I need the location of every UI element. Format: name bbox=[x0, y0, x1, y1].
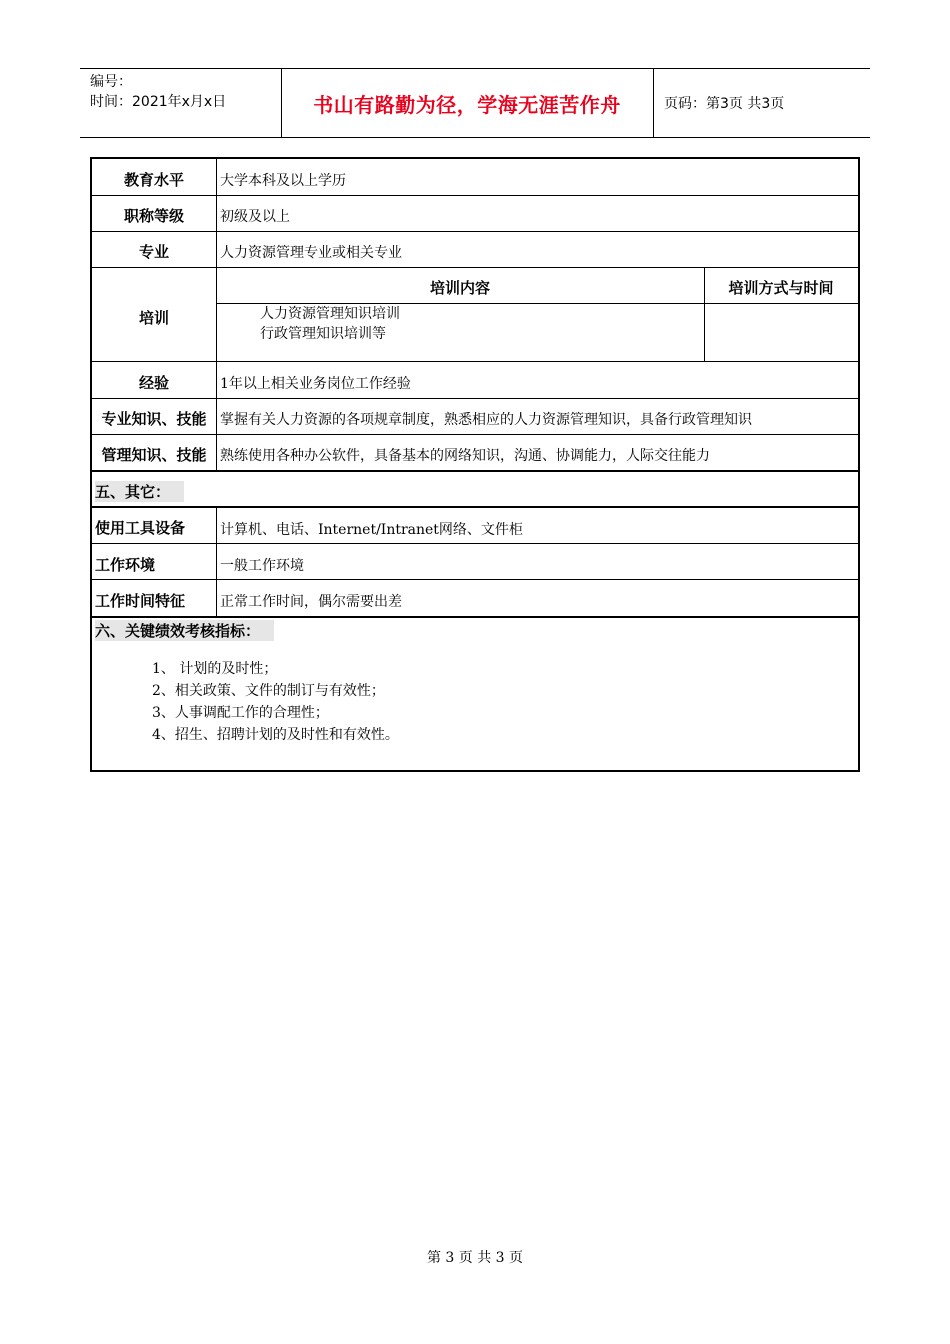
page-header bbox=[80, 68, 870, 138]
row-divider bbox=[92, 231, 858, 232]
work-time-label: 工作时间特征 bbox=[95, 592, 186, 610]
row-divider bbox=[92, 470, 858, 472]
education-value: 大学本科及以上学历 bbox=[220, 173, 346, 189]
professional-skills-value: 掌握有关人力资源的各项规章制度，熟悉相应的人力资源管理知识，具备行政管理知识 bbox=[220, 412, 752, 428]
experience-value: 1年以上相关业务岗位工作经验 bbox=[220, 376, 411, 392]
training-content-header: 培训内容 bbox=[429, 279, 490, 297]
row-divider bbox=[92, 267, 858, 268]
training-method-header: 培训方式与时间 bbox=[728, 279, 834, 297]
row-divider bbox=[92, 506, 858, 508]
kpi-item: 2、相关政策、文件的制订与有效性； bbox=[152, 683, 385, 699]
professional-skills-label: 专业知识、技能 bbox=[101, 410, 207, 428]
row-divider bbox=[92, 616, 858, 618]
section5-title: 五、其它： bbox=[95, 481, 184, 502]
row-divider bbox=[92, 398, 858, 399]
header-motto: 书山有路勤为径，学海无涯苦作舟 bbox=[313, 93, 621, 117]
training-content-list bbox=[260, 304, 400, 344]
major-value: 人力资源管理专业或相关专业 bbox=[220, 245, 402, 261]
label-column-divider bbox=[216, 159, 217, 470]
kpi-item: 1、 计划的及时性； bbox=[152, 661, 278, 677]
time-label: 时间：2021年x月x日 bbox=[90, 94, 227, 110]
training-item: 人力资源管理知识培训 bbox=[260, 306, 400, 322]
label-column-divider bbox=[216, 506, 217, 616]
header-divider bbox=[653, 69, 654, 137]
training-item: 行政管理知识培训等 bbox=[260, 326, 386, 342]
header-meta bbox=[90, 72, 226, 112]
environment-value: 一般工作环境 bbox=[220, 558, 304, 574]
tools-value: 计算机、电话、Internet/Intranet网络、文件柜 bbox=[220, 522, 523, 538]
training-label: 培训 bbox=[138, 309, 169, 327]
page-footer: 第 3 页 共 3 页 bbox=[426, 1250, 524, 1266]
header-page-label: 页码：第3页 共3页 bbox=[664, 96, 785, 112]
row-divider bbox=[92, 543, 858, 544]
education-label: 教育水平 bbox=[123, 171, 184, 189]
title-level-label: 职称等级 bbox=[123, 207, 184, 225]
experience-label: 经验 bbox=[138, 374, 169, 392]
row-divider bbox=[92, 195, 858, 196]
environment-label: 工作环境 bbox=[95, 556, 156, 574]
title-level-value: 初级及以上 bbox=[220, 209, 290, 225]
work-time-value: 正常工作时间，偶尔需要出差 bbox=[220, 594, 402, 610]
management-skills-label: 管理知识、技能 bbox=[101, 446, 207, 464]
row-divider bbox=[92, 361, 858, 362]
section6-title: 六、关键绩效考核指标： bbox=[95, 620, 274, 641]
management-skills-value: 熟练使用各种办公软件，具备基本的网络知识，沟通、协调能力，人际交往能力 bbox=[220, 448, 710, 464]
row-divider bbox=[92, 579, 858, 580]
number-label: 编号： bbox=[90, 74, 132, 90]
tools-label: 使用工具设备 bbox=[95, 519, 186, 537]
row-divider bbox=[92, 434, 858, 435]
job-spec-table bbox=[90, 157, 860, 772]
kpi-list bbox=[152, 658, 399, 746]
kpi-item: 3、人事调配工作的合理性； bbox=[152, 705, 329, 721]
kpi-item: 4、招生、招聘计划的及时性和有效性。 bbox=[152, 727, 399, 743]
major-label: 专业 bbox=[138, 243, 169, 261]
